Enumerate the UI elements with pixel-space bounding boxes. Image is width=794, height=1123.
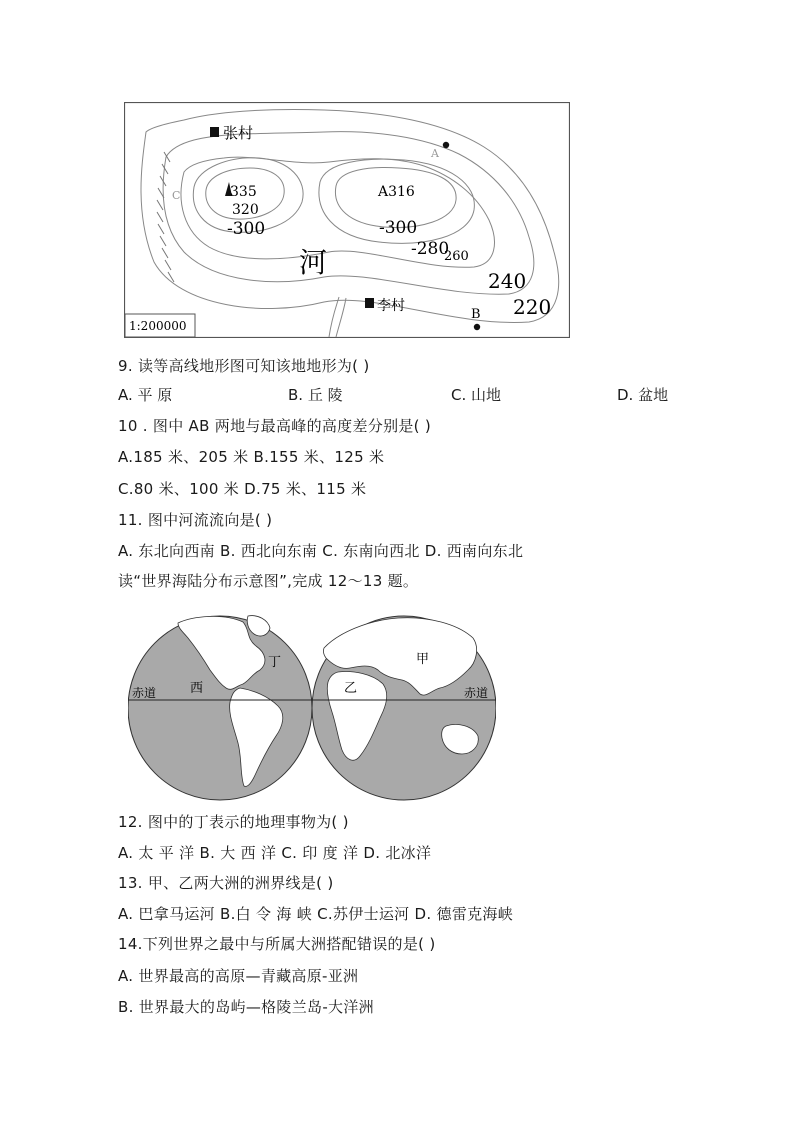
label-equator-left: 赤道 [132, 686, 157, 700]
point-b-dot [474, 324, 480, 330]
label-xi: 西 [190, 681, 204, 696]
village-label-li: 李村 [377, 298, 405, 314]
contour-label: -280 [411, 239, 450, 259]
label-ding: 丁 [268, 655, 282, 670]
q10-stem: 10 . 图中 AB 两地与最高峰的高度差分别是( ) [118, 417, 432, 435]
world-map [128, 608, 496, 808]
point-b-label: B [471, 307, 481, 322]
q14-option-a: A. 世界最高的高原—青藏高原-亚洲 [118, 967, 359, 985]
contour-label: 240 [488, 269, 527, 293]
q13-options: A. 巴拿马运河 B.白 令 海 峡 C.苏伊士运河 D. 德雷克海峡 [118, 905, 514, 923]
q9-option-a: A. 平 原 [118, 386, 173, 404]
q14-stem: 14.下列世界之最中与所属大洲搭配错误的是( ) [118, 935, 436, 953]
q12-options: A. 太 平 洋 B. 大 西 洋 C. 印 度 洋 D. 北冰洋 [118, 844, 432, 862]
contour-label: -300 [227, 219, 266, 239]
map-frame [125, 103, 570, 338]
label-equator-right: 赤道 [464, 686, 489, 700]
point-c-label: C [172, 189, 181, 202]
point-a-dot [443, 142, 449, 148]
q13-stem: 13. 甲、乙两大洲的洲界线是( ) [118, 874, 334, 892]
contour-label: -300 [379, 218, 418, 238]
village-label-zhang: 张村 [223, 124, 254, 142]
q12-stem: 12. 图中的丁表示的地理事物为( ) [118, 813, 349, 831]
q9-option-d: D. 盆地 [617, 386, 669, 404]
intro-q12-13: 读“世界海陆分布示意图”,完成 12～13 题。 [118, 572, 419, 590]
label-jia: 甲 [416, 652, 430, 667]
q9-option-b: B. 丘 陵 [288, 386, 343, 404]
q11-options: A. 东北向西南 B. 西北向东南 C. 东南向西北 D. 西南向东北 [118, 542, 524, 560]
q10-options-ab: A.185 米、205 米 B.155 米、125 米 [118, 448, 385, 466]
q10-options-cd: C.80 米、100 米 D.75 米、115 米 [118, 480, 367, 498]
scale-label: 1:200000 [129, 319, 187, 333]
village-marker-li [365, 298, 374, 308]
village-marker-zhang [210, 127, 219, 137]
q14-option-b: B. 世界最大的岛屿—格陵兰岛-大洋洲 [118, 998, 374, 1016]
river-label: 河 [299, 246, 328, 279]
point-a-label: A [431, 147, 439, 160]
contour-label: 260 [444, 249, 469, 264]
contour-label: 220 [513, 295, 552, 319]
label-yi: 乙 [344, 681, 358, 696]
q9-stem: 9. 读等高线地形图可知该地地形为( ) [118, 357, 370, 375]
q11-stem: 11. 图中河流流向是( ) [118, 511, 273, 529]
contour-map [124, 102, 570, 338]
summit-a-label: A316 [378, 184, 415, 200]
q9-option-c: C. 山地 [451, 386, 502, 404]
peak-elevation-label: 335 [230, 184, 257, 200]
contour-label: 320 [232, 202, 259, 218]
